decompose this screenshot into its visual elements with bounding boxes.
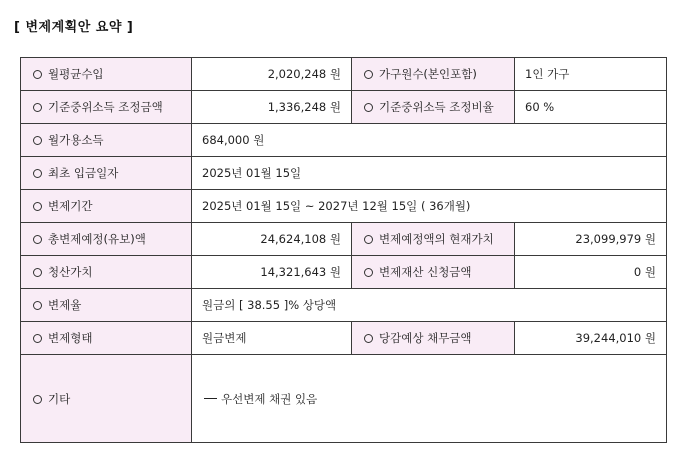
ratio-value: 원금의 [ 38.55 ]% 상당액 (192, 289, 667, 322)
other-label-cell (21, 355, 192, 443)
table-row (21, 289, 667, 322)
other-value: 우선변제 채권 있음 (221, 391, 318, 406)
circle-bullet-icon (33, 103, 42, 112)
liquidation-label-cell (21, 256, 192, 289)
property-request-label-cell (352, 256, 515, 289)
present-value-label-cell (352, 223, 515, 256)
table-row (21, 322, 667, 355)
property-request-label: 변제재산 신청금액 (379, 265, 472, 279)
circle-bullet-icon (33, 169, 42, 178)
form-value: 원금변제 (192, 322, 352, 355)
avg-income-label-cell (21, 58, 192, 91)
circle-bullet-icon (364, 334, 373, 343)
circle-bullet-icon (33, 235, 42, 244)
dash-icon (204, 398, 217, 399)
adj-median-value: 1,336,248 원 (192, 91, 352, 124)
adj-ratio-label: 기준중위소득 조정비율 (379, 100, 494, 114)
table-row (21, 91, 667, 124)
total-planned-label: 총변제예정(유보)액 (48, 232, 146, 246)
table-row (21, 223, 667, 256)
adj-ratio-label-cell (352, 91, 515, 124)
present-value-value: 23,099,979 원 (515, 223, 667, 256)
circle-bullet-icon (33, 334, 42, 343)
circle-bullet-icon (33, 70, 42, 79)
total-planned-label-cell (21, 223, 192, 256)
first-deposit-label: 최초 입금일자 (48, 166, 119, 180)
avg-income-value: 2,020,248 원 (192, 58, 352, 91)
adj-ratio-value: 60 % (515, 91, 667, 124)
available-income-value: 684,000 원 (192, 124, 667, 157)
table-row (21, 157, 667, 190)
liquidation-label: 청산가치 (48, 265, 93, 279)
other-label: 기타 (48, 391, 71, 406)
household-label: 가구원수(본인포함) (379, 67, 477, 81)
circle-bullet-icon (33, 301, 42, 310)
adj-median-label: 기준중위소득 조정금액 (48, 100, 163, 114)
table-row (21, 256, 667, 289)
period-value: 2025년 01월 15일 ~ 2027년 12월 15일 ( 36개월) (192, 190, 667, 223)
table-row (21, 58, 667, 91)
expected-debt-label: 당감예상 채무금액 (379, 331, 472, 345)
period-label: 변제기간 (48, 199, 93, 213)
avg-income-label: 월평균수입 (48, 67, 104, 81)
available-income-label-cell (21, 124, 192, 157)
other-value-cell (192, 355, 667, 443)
liquidation-value: 14,321,643 원 (192, 256, 352, 289)
table-row (21, 355, 667, 443)
circle-bullet-icon (364, 235, 373, 244)
page-title: [ 변제계획안 요약 ] (14, 20, 134, 35)
circle-bullet-icon (364, 70, 373, 79)
circle-bullet-icon (33, 268, 42, 277)
first-deposit-label-cell (21, 157, 192, 190)
household-label-cell (352, 58, 515, 91)
circle-bullet-icon (33, 202, 42, 211)
total-planned-value: 24,624,108 원 (192, 223, 352, 256)
repayment-summary-table (20, 57, 667, 443)
property-request-value: 0 원 (515, 256, 667, 289)
expected-debt-value: 39,244,010 원 (515, 322, 667, 355)
adj-median-label-cell (21, 91, 192, 124)
first-deposit-value: 2025년 01월 15일 (192, 157, 667, 190)
household-value: 1인 가구 (515, 58, 667, 91)
circle-bullet-icon (33, 395, 42, 404)
ratio-label-cell (21, 289, 192, 322)
present-value-label: 변제예정액의 현재가치 (379, 232, 494, 246)
period-label-cell (21, 190, 192, 223)
table-row (21, 190, 667, 223)
circle-bullet-icon (33, 136, 42, 145)
ratio-label: 변제율 (48, 298, 82, 312)
available-income-label: 월가용소득 (48, 133, 104, 147)
form-label: 변제형태 (48, 331, 93, 345)
form-label-cell (21, 322, 192, 355)
circle-bullet-icon (364, 268, 373, 277)
circle-bullet-icon (364, 103, 373, 112)
table-row (21, 124, 667, 157)
expected-debt-label-cell (352, 322, 515, 355)
